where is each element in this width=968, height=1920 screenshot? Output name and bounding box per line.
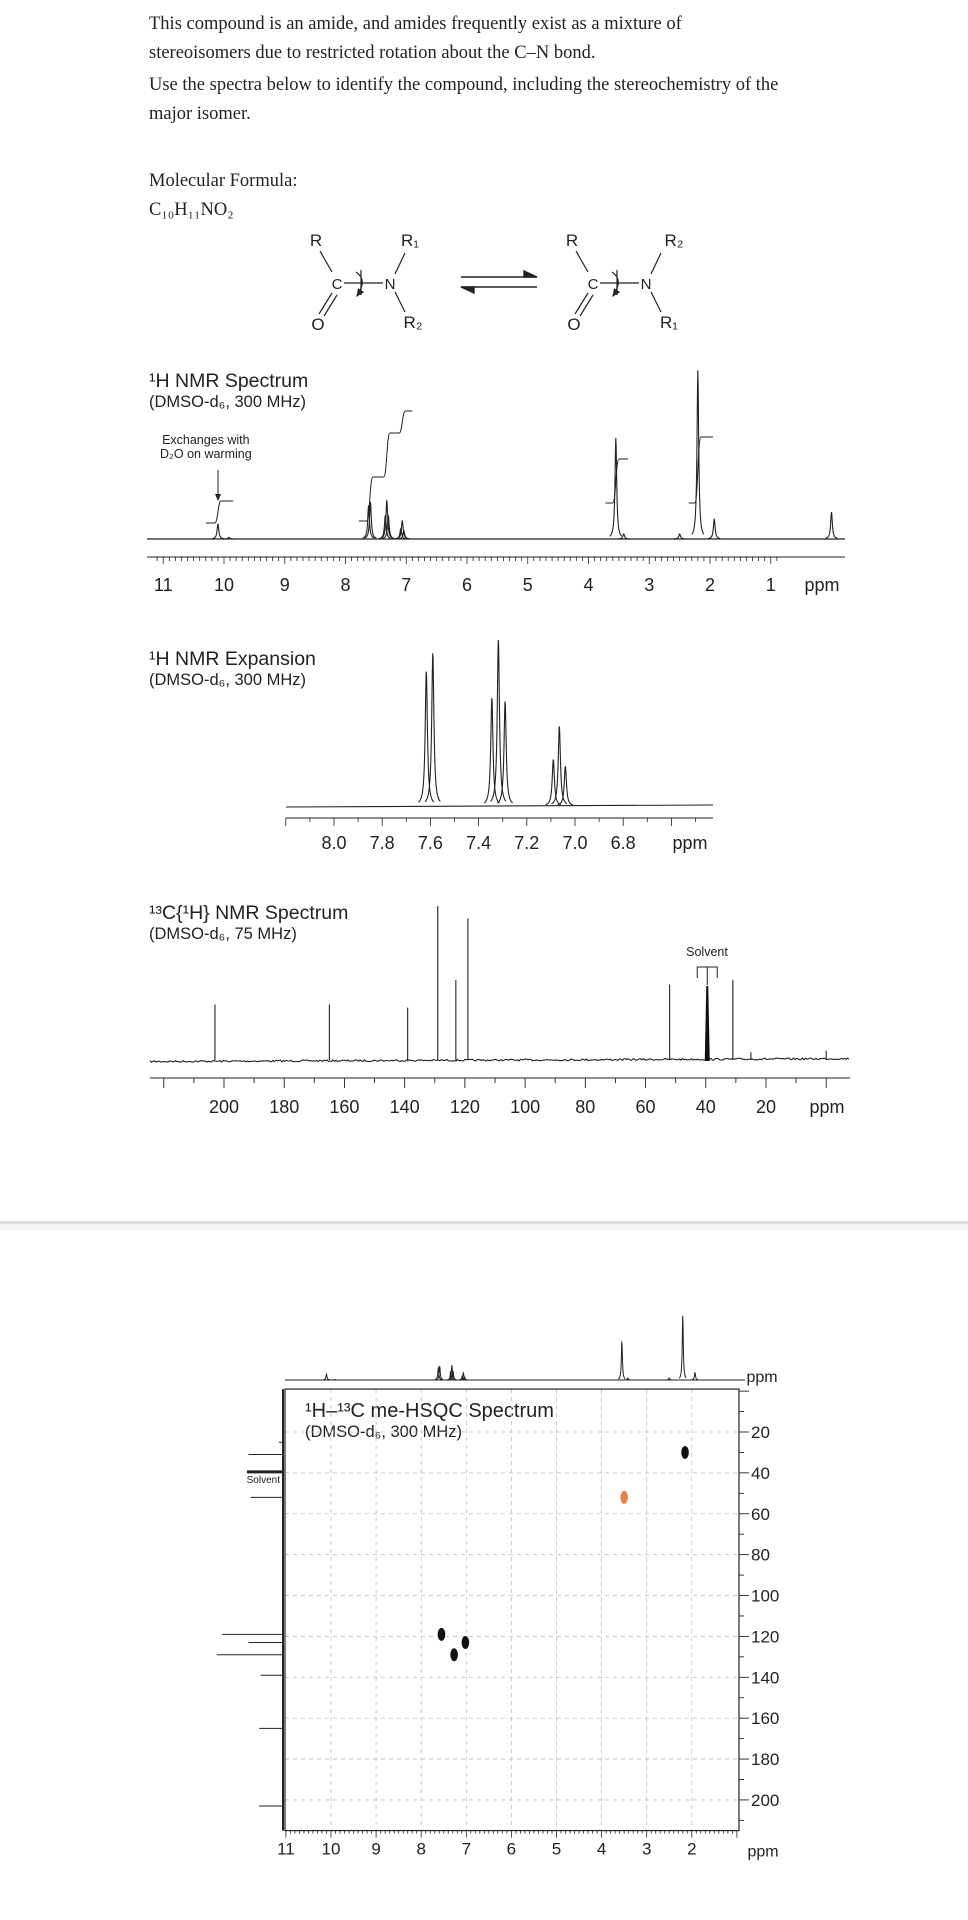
- hsqc-spectrum: [217, 1316, 780, 1861]
- x-tick-label: 8.0: [321, 833, 347, 853]
- formula-label: Molecular Formula:: [149, 171, 298, 191]
- label-c: C: [587, 276, 599, 293]
- x-tick-label: 120: [449, 1097, 480, 1117]
- h-nmr-subtitle: (DMSO-d₆, 300 MHz): [149, 393, 307, 411]
- formula-value: C₁₀H₁₁NO₂: [149, 200, 234, 220]
- peak: [618, 534, 630, 539]
- y-tick-label: 80: [751, 1545, 770, 1565]
- c-nmr-spectrum: [150, 906, 850, 1117]
- x-tick-label: 8: [416, 1839, 426, 1859]
- amide-structure-left: [310, 231, 423, 334]
- peak: [212, 524, 224, 539]
- label-r: R: [565, 231, 579, 250]
- top-projection-peak: [618, 1341, 625, 1378]
- x-tick-label: 140: [389, 1097, 420, 1117]
- label-o: O: [311, 315, 325, 334]
- x-axis-unit: ppm: [809, 1097, 845, 1117]
- label-r2: R₂: [664, 231, 684, 250]
- x-tick-label: 20: [755, 1097, 776, 1117]
- h-nmr-spectrum: [147, 370, 845, 595]
- y-tick-label: 160: [751, 1709, 780, 1729]
- x-tick-label: 7.4: [466, 833, 492, 853]
- x-axis-unit: ppm: [672, 833, 708, 853]
- x-tick-label: 1: [765, 575, 776, 595]
- exchange-note-line1: Exchanges with: [162, 433, 250, 447]
- label-n: N: [640, 276, 652, 293]
- y-tick-label: 40: [751, 1463, 770, 1483]
- x-tick-label: 7: [401, 575, 412, 595]
- y-tick-label: 60: [751, 1504, 770, 1524]
- baseline-noise: [150, 1058, 849, 1062]
- label-r1: R₁: [400, 231, 420, 250]
- solvent-peak: [706, 986, 709, 1060]
- top-projection-peak: [323, 1374, 330, 1380]
- question-paragraph-2: Use the spectra below to identify the compound, including the stereochemistry of the major isomer.: [149, 75, 779, 124]
- y-tick-label: 100: [751, 1586, 780, 1606]
- exchange-note-line2: D₂O on warming: [160, 447, 252, 461]
- peak: [674, 534, 686, 539]
- x-tick-label: 7.0: [562, 833, 588, 853]
- x-tick-label: 7: [461, 1839, 472, 1859]
- x-tick-label: 7.6: [417, 833, 443, 853]
- top-projection-peak: [331, 1379, 338, 1380]
- integral-curve: [689, 437, 713, 503]
- x-axis-unit: ppm: [747, 1843, 779, 1861]
- baseline: [286, 805, 713, 807]
- x-tick-label: 9: [279, 575, 290, 595]
- solvent-label: Solvent: [686, 945, 728, 959]
- cross-peak: [438, 1628, 446, 1641]
- y-tick-label: 140: [751, 1668, 780, 1688]
- peak: [826, 512, 838, 538]
- plot-frame: [285, 1389, 739, 1831]
- x-axis-unit: ppm: [804, 575, 840, 595]
- integral-curve: [359, 411, 412, 521]
- label-c: C: [331, 276, 343, 293]
- expansion-title: ¹H NMR Expansion: [149, 648, 316, 670]
- x-tick-label: 6: [461, 575, 473, 595]
- y-tick-label: 120: [751, 1627, 780, 1647]
- peak: [558, 766, 573, 805]
- x-tick-label: 8: [340, 575, 351, 595]
- y-tick-label: 20: [751, 1423, 770, 1442]
- x-tick-label: 160: [329, 1097, 360, 1117]
- x-tick-label: 40: [695, 1097, 716, 1117]
- y-axis-unit: ppm: [746, 1369, 778, 1386]
- label-r1: R₁: [659, 313, 679, 332]
- x-tick-label: 6: [506, 1839, 517, 1859]
- c-nmr-subtitle: (DMSO-d₆, 75 MHz): [149, 925, 297, 943]
- x-tick-label: 100: [510, 1097, 541, 1117]
- x-tick-label: 180: [269, 1097, 300, 1117]
- x-tick-label: 10: [321, 1839, 341, 1859]
- peak: [546, 760, 561, 805]
- equilibrium-arrows-icon: [461, 271, 537, 293]
- hsqc-solvent-label: Solvent: [246, 1475, 280, 1486]
- x-tick-label: 11: [153, 575, 173, 595]
- cross-peak: [620, 1491, 628, 1504]
- x-tick-label: 2: [704, 575, 716, 595]
- x-tick-label: 5: [522, 575, 533, 595]
- x-tick-label: 4: [596, 1839, 607, 1859]
- top-projection-peak: [679, 1316, 686, 1378]
- label-r2: R₂: [403, 313, 423, 332]
- expansion-subtitle: (DMSO-d₆, 300 MHz): [149, 671, 307, 689]
- x-tick-label: 200: [208, 1097, 240, 1117]
- x-tick-label: 60: [635, 1097, 656, 1117]
- question-paragraph-1: This compound is an amide, and amides frequently exist as a mixture of stereoisomers due to restricted rotation about the C–N bond.: [149, 14, 682, 63]
- hsqc-title: ¹H–¹³C me-HSQC Spectrum: [305, 1400, 554, 1422]
- x-tick-label: 11: [277, 1839, 295, 1859]
- x-tick-label: 7.2: [514, 833, 540, 853]
- label-r: R: [309, 231, 323, 250]
- x-tick-label: 7.8: [369, 833, 395, 853]
- y-tick-label: 200: [751, 1790, 780, 1810]
- hsqc-subtitle: (DMSO-d₆, 300 MHz): [305, 1423, 463, 1441]
- x-tick-label: 6.8: [610, 833, 636, 853]
- x-tick-label: 3: [641, 1839, 652, 1859]
- x-tick-label: 4: [583, 575, 594, 595]
- x-tick-label: 2: [687, 1839, 697, 1859]
- top-projection-peak: [691, 1372, 698, 1380]
- solvent-bracket: [697, 967, 717, 985]
- amide-structure-right: [566, 231, 684, 334]
- h-nmr-expansion: [286, 640, 713, 853]
- peak: [708, 519, 720, 539]
- c-nmr-title: ¹³C{¹H} NMR Spectrum: [149, 902, 349, 924]
- y-tick-label: 180: [751, 1750, 780, 1770]
- x-tick-label: 9: [371, 1839, 381, 1859]
- x-tick-label: 5: [551, 1839, 562, 1859]
- cross-peak: [450, 1648, 458, 1661]
- x-tick-label: 10: [213, 575, 235, 595]
- peak: [692, 370, 704, 534]
- h-nmr-title: ¹H NMR Spectrum: [149, 370, 309, 392]
- integral-curve: [206, 501, 233, 523]
- cross-peak: [462, 1636, 470, 1649]
- label-o: O: [567, 315, 581, 334]
- x-tick-label: 3: [644, 575, 655, 595]
- label-n: N: [384, 276, 396, 293]
- x-tick-label: 80: [575, 1097, 596, 1117]
- cross-peak: [681, 1446, 689, 1459]
